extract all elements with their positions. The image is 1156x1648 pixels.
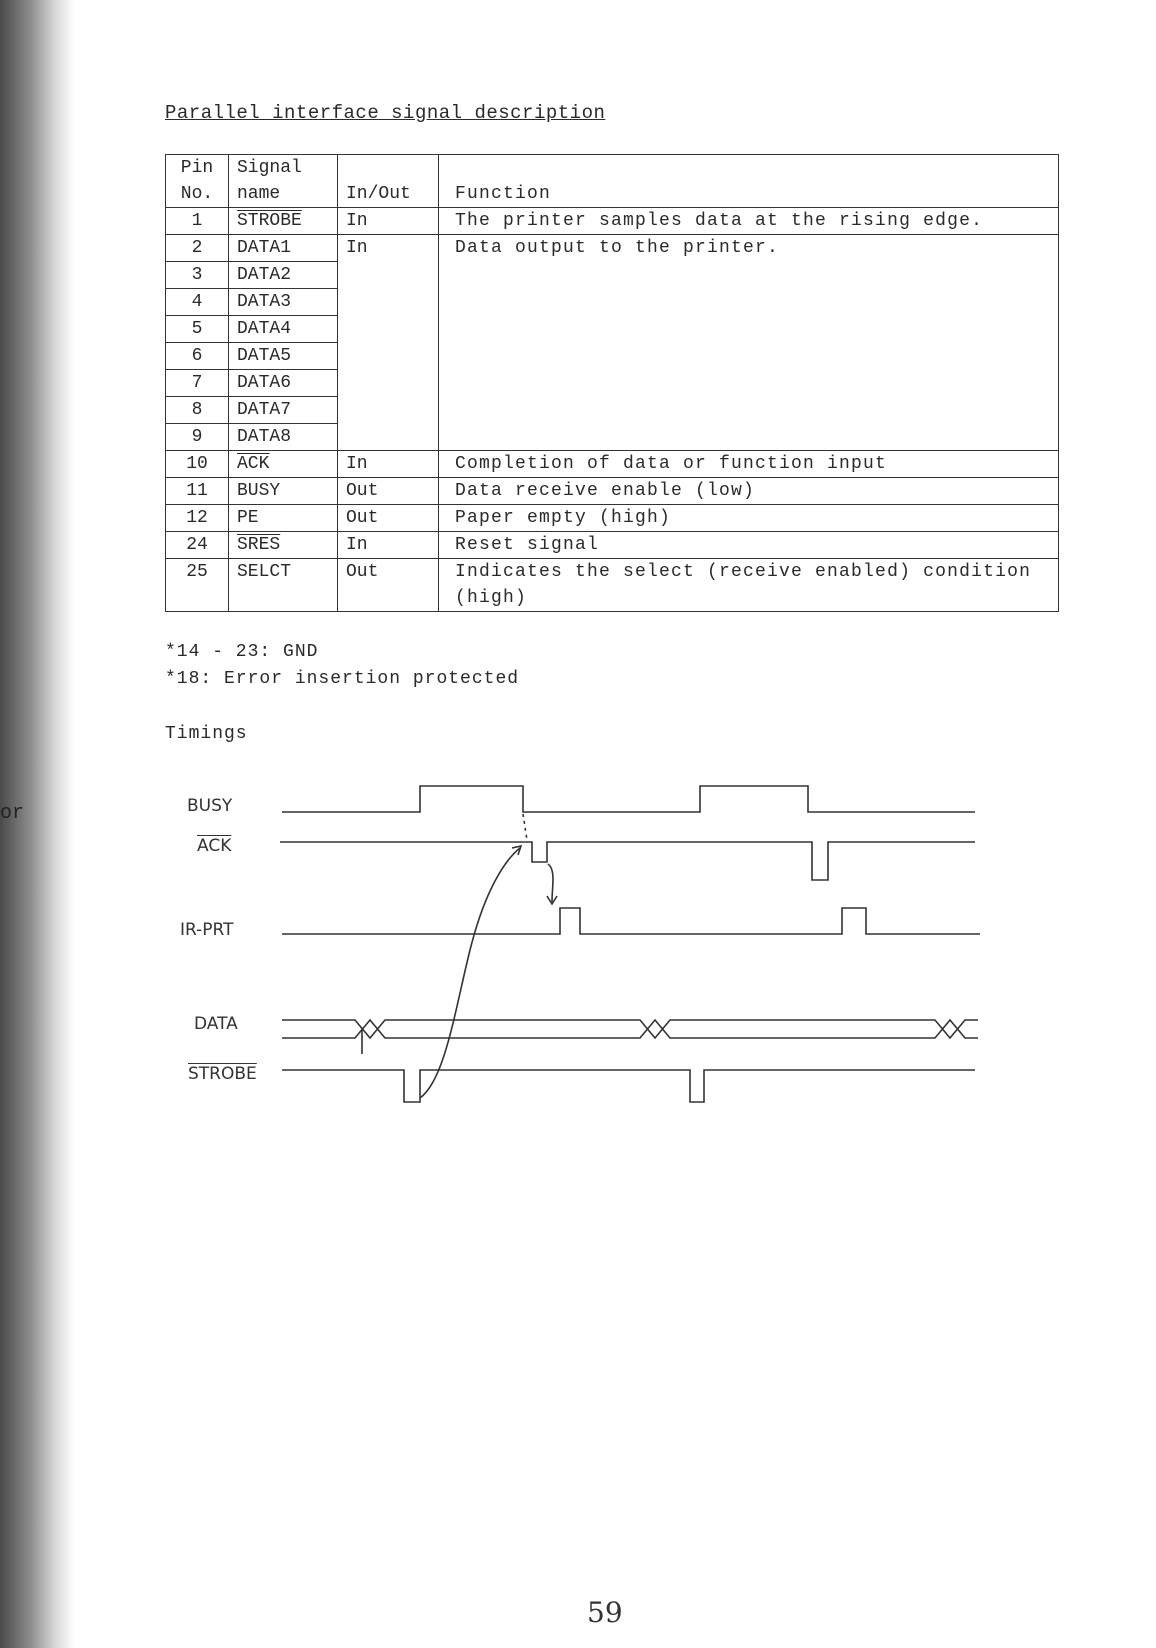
in-out-cell: Out — [338, 559, 439, 612]
in-out-cell: In — [338, 451, 439, 478]
table-row — [166, 235, 1059, 262]
label-ir-prt: IR-PRT — [180, 920, 234, 940]
pin-cell: 8 — [166, 397, 229, 424]
pin-cell: 12 — [166, 505, 229, 532]
function-cell — [439, 316, 1059, 343]
ack-waveform — [280, 842, 975, 880]
in-out-cell — [338, 262, 439, 289]
header-signal-name: Signal name — [229, 155, 338, 208]
signal-name-cell: PE — [229, 505, 338, 532]
table-row — [166, 316, 1059, 343]
signal-name-cell: SELCT — [229, 559, 338, 612]
signal-name-cell: $\overline{ACK}$ — [229, 451, 338, 478]
pin-cell: 2 — [166, 235, 229, 262]
pin-cell: 3 — [166, 262, 229, 289]
data-bus-bottom — [282, 1020, 978, 1038]
table-row — [166, 559, 1059, 612]
ir-prt-waveform — [282, 908, 980, 934]
function-cell: Data receive enable (low) — [439, 478, 1059, 505]
table-header-row — [166, 155, 1059, 208]
data-bus-top — [282, 1020, 978, 1038]
in-out-cell: Out — [338, 478, 439, 505]
signal-name-cell: DATA6 — [229, 370, 338, 397]
pin-cell: 4 — [166, 289, 229, 316]
signal-name-cell: DATA4 — [229, 316, 338, 343]
in-out-cell — [338, 289, 439, 316]
table-row — [166, 289, 1059, 316]
pin-cell: 24 — [166, 532, 229, 559]
in-out-cell: In — [338, 208, 439, 235]
signal-name-cell: DATA2 — [229, 262, 338, 289]
note-error-insertion: *18: Error insertion protected — [165, 669, 520, 689]
table-row — [166, 505, 1059, 532]
signal-name-cell: DATA8 — [229, 424, 338, 451]
header-pin: Pin No. — [166, 155, 229, 208]
label-ack: $\overline{ACK}$ — [197, 836, 232, 856]
label-strobe: STROBE — [188, 1064, 257, 1084]
signal-name-cell: DATA3 — [229, 289, 338, 316]
table-row — [166, 370, 1059, 397]
signal-table — [165, 154, 1059, 612]
signal-name-cell: BUSY — [229, 478, 338, 505]
busy-waveform — [282, 786, 975, 812]
signal-name-cell: STROBE — [229, 208, 338, 235]
page-title: Parallel interface signal description — [165, 102, 606, 124]
function-cell: The printer samples data at the rising edge. — [439, 208, 1059, 235]
in-out-cell — [338, 316, 439, 343]
note-gnd: *14 - 23: GND — [165, 642, 319, 662]
in-out-cell: In — [338, 532, 439, 559]
timings-heading: Timings — [165, 724, 248, 744]
margin-mark: or — [0, 802, 25, 825]
in-out-cell: In — [338, 235, 439, 262]
function-cell — [439, 424, 1059, 451]
function-cell: Completion of data or function input — [439, 451, 1059, 478]
function-cell — [439, 370, 1059, 397]
signal-name-cell: DATA7 — [229, 397, 338, 424]
page-number: 59 — [587, 1596, 623, 1629]
header-in-out: In/Out — [338, 155, 439, 208]
signal-name-cell: DATA1 — [229, 235, 338, 262]
ack-to-irprt-arrow — [548, 864, 553, 902]
header-function: Function — [439, 155, 1059, 208]
busy-to-ack-dash — [523, 814, 527, 840]
pin-cell: 1 — [166, 208, 229, 235]
table-row — [166, 424, 1059, 451]
table-row — [166, 262, 1059, 289]
function-cell — [439, 397, 1059, 424]
pin-cell: 10 — [166, 451, 229, 478]
strobe-waveform — [282, 1070, 975, 1102]
function-cell — [439, 262, 1059, 289]
table-row — [166, 478, 1059, 505]
in-out-cell — [338, 343, 439, 370]
pin-cell: 25 — [166, 559, 229, 612]
pin-cell: 6 — [166, 343, 229, 370]
table-row — [166, 397, 1059, 424]
table-row — [166, 208, 1059, 235]
signal-name-cell: DATA5 — [229, 343, 338, 370]
label-busy: BUSY — [187, 796, 233, 816]
in-out-cell — [338, 370, 439, 397]
function-cell: Paper empty (high) — [439, 505, 1059, 532]
pin-cell: 5 — [166, 316, 229, 343]
in-out-cell — [338, 424, 439, 451]
pin-cell: 11 — [166, 478, 229, 505]
function-cell — [439, 343, 1059, 370]
label-data: DATA — [194, 1014, 238, 1034]
table-row — [166, 343, 1059, 370]
pin-cell: 7 — [166, 370, 229, 397]
function-cell — [439, 289, 1059, 316]
pin-cell: 9 — [166, 424, 229, 451]
in-out-cell — [338, 397, 439, 424]
function-cell: Data output to the printer. — [439, 235, 1059, 262]
function-cell: Reset signal — [439, 532, 1059, 559]
table-row — [166, 532, 1059, 559]
function-cell: Indicates the select (receive enabled) condition (high) — [439, 559, 1059, 612]
table-row — [166, 451, 1059, 478]
signal-name-cell: SRES — [229, 532, 338, 559]
timing-diagram — [0, 760, 1156, 1120]
in-out-cell: Out — [338, 505, 439, 532]
strobe-to-ack-arrow — [420, 848, 520, 1098]
